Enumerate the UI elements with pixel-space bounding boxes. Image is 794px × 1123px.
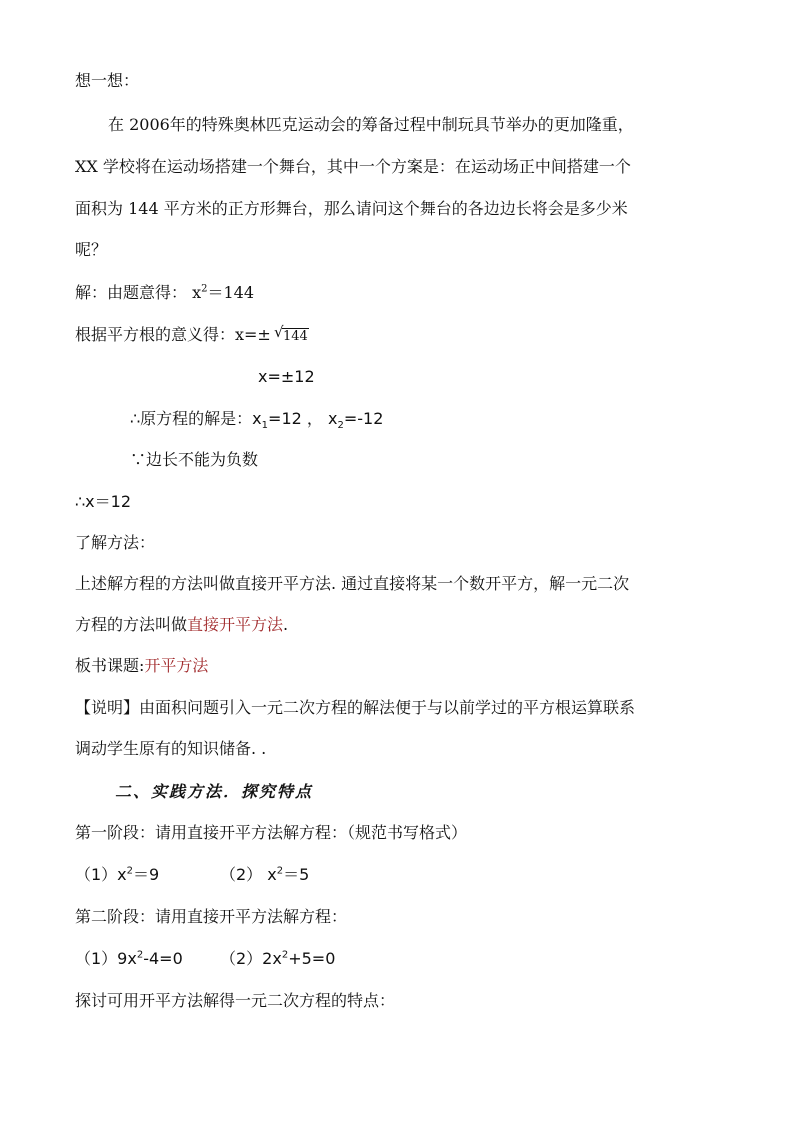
solution-step-5: ∵边长不能为负数: [130, 450, 259, 469]
eq3-prefix: （1）9x: [75, 949, 137, 968]
step4-prefix: ∴原方程的解是：x: [130, 409, 262, 428]
eq4-prefix: （2）2x: [220, 949, 282, 968]
equation-4: [220, 949, 335, 969]
eq3-suffix: -4=0: [143, 949, 183, 968]
section-2-heading: 二、实践方法．探究特点: [115, 782, 314, 801]
solution-step-1: [75, 283, 254, 303]
method-highlight: 直接开平方法: [187, 615, 284, 634]
problem-line-3: 面积为 144 平方米的正方形舞台，那么请问这个舞台的各边边长将会是多少米: [75, 199, 628, 218]
step1-exponent: 2: [201, 283, 208, 295]
step1-suffix: ＝144: [207, 283, 255, 302]
note-line-1: 【说明】由面积问题引入一元二次方程的解法便于与以前学过的平方根运算联系: [75, 698, 636, 717]
eq2-prefix: （2） x: [220, 865, 277, 884]
equation-1: [75, 865, 159, 885]
method-line-2: [75, 615, 288, 635]
eq1-prefix: （1）x: [75, 865, 127, 884]
board-prefix: 板书课题:: [75, 656, 145, 675]
step1-prefix: 解：由题意得： x: [75, 283, 202, 302]
stage-1-prompt: 第一阶段：请用直接开平方法解方程：（规范书写格式）: [75, 823, 468, 842]
explore-prompt: 探讨可用开平方法解得一元二次方程的特点：: [75, 991, 396, 1010]
step2-prefix: 根据平方根的意义得：x=±: [75, 325, 271, 344]
eq3-exponent: 2: [136, 949, 144, 961]
board-title: [75, 656, 208, 676]
eq1-exponent: 2: [126, 865, 134, 877]
stage-2-prompt: 第二阶段：请用直接开平方法解方程：: [75, 907, 348, 926]
step4-suffix: =-12: [343, 409, 384, 428]
method-line-2-prefix: 方程的方法叫做: [75, 615, 188, 634]
method-line-1: 上述解方程的方法叫做直接开平方法. 通过直接将某一个数开平方，解一元二次: [75, 574, 630, 593]
problem-line-1: 在 2006年的特殊奥林匹克运动会的筹备过程中制玩具节举办的更加隆重，: [108, 115, 634, 134]
method-title: 了解方法：: [75, 533, 156, 552]
eq1-suffix: ＝9: [133, 865, 160, 884]
eq4-suffix: +5=0: [288, 949, 336, 968]
equation-2: [220, 865, 309, 885]
step4-mid: =12 ， x: [268, 409, 338, 428]
sqrt-symbol-icon: √: [273, 323, 284, 341]
solution-step-2: [75, 325, 309, 347]
eq4-exponent: 2: [281, 949, 289, 961]
solution-step-3: x=±12: [258, 367, 315, 386]
step4-sub-2: 2: [337, 420, 344, 432]
problem-line-4: 呢？: [75, 240, 108, 259]
think-title: 想一想：: [75, 71, 140, 90]
eq2-exponent: 2: [276, 865, 284, 877]
eq2-suffix: ＝5: [283, 865, 310, 884]
board-highlight: 开平方法: [144, 656, 209, 675]
method-line-2-suffix: .: [283, 615, 289, 634]
sqrt-expression: [273, 323, 309, 347]
step4-sub-1: 1: [261, 420, 269, 432]
equation-3: [75, 949, 183, 969]
problem-line-2: XX 学校将在运动场搭建一个舞台，其中一个方案是：在运动场正中间搭建一个: [75, 157, 631, 176]
note-line-2: 调动学生原有的知识储备. .: [75, 739, 267, 758]
solution-step-4: [130, 409, 384, 432]
solution-step-6: ∴x＝12: [75, 492, 132, 511]
sqrt-radicand: 144: [282, 329, 308, 344]
